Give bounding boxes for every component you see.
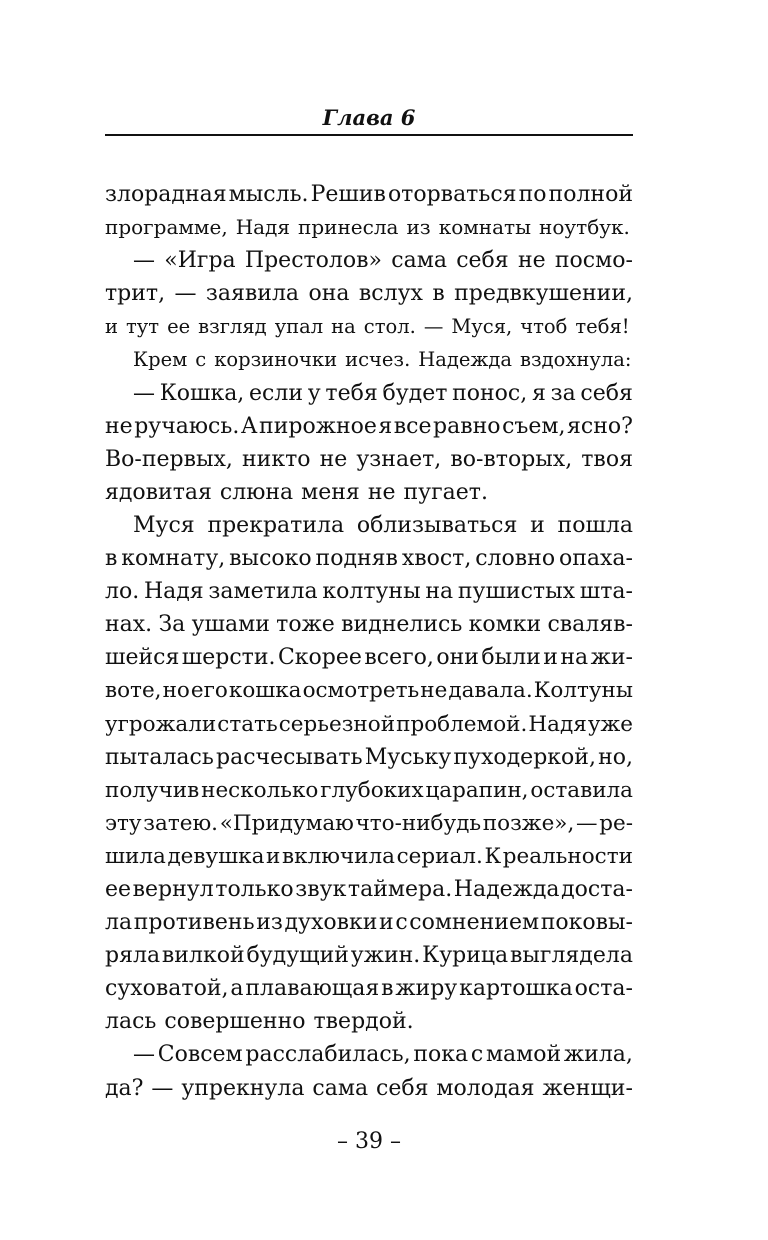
- word: серьезной: [278, 711, 396, 737]
- word: злорадная: [105, 182, 227, 207]
- text-line: [105, 443, 633, 476]
- text-line: [105, 277, 633, 310]
- word: противень: [133, 910, 255, 936]
- word: шта-: [579, 579, 633, 605]
- text-line: [105, 476, 633, 509]
- word: во-вторых,: [450, 446, 573, 472]
- word: ясно?: [567, 413, 633, 439]
- text-line: [105, 410, 633, 443]
- word: ядовитая: [105, 479, 212, 505]
- word: Надежда: [453, 876, 560, 902]
- word: с: [395, 910, 408, 936]
- word: будущий: [246, 943, 349, 969]
- text-line: [105, 674, 633, 707]
- word: но: [162, 678, 190, 704]
- word: полной: [548, 182, 633, 207]
- word: я: [378, 413, 393, 439]
- word: за: [550, 380, 576, 406]
- word: царапин,: [425, 777, 529, 803]
- word: ее: [167, 315, 191, 339]
- word: но,: [598, 744, 633, 770]
- word: стол.: [363, 315, 416, 339]
- word: Престолов»: [244, 248, 382, 274]
- word: комнаты: [438, 215, 532, 240]
- word: ло.: [105, 579, 140, 605]
- word: она: [308, 281, 350, 307]
- word: прекратила: [207, 512, 345, 538]
- word: За: [158, 612, 186, 638]
- word: кошка: [228, 678, 302, 704]
- word: глубоких: [320, 777, 424, 803]
- word: высоко: [229, 546, 312, 572]
- text-line: [105, 1038, 633, 1071]
- word: ужин.: [350, 943, 421, 969]
- text-line: [105, 178, 633, 211]
- word: сваляв-: [547, 612, 633, 638]
- word: слюна: [219, 479, 294, 505]
- word: Надя: [143, 579, 204, 605]
- text-line: [105, 906, 633, 939]
- word: будет: [382, 380, 448, 406]
- word: не: [319, 446, 348, 472]
- word: ноутбук.: [539, 215, 630, 240]
- word: на: [331, 315, 356, 339]
- word: давала.: [448, 678, 533, 704]
- word: они: [436, 645, 479, 671]
- word: никто: [242, 446, 311, 472]
- word: сама: [312, 1075, 369, 1101]
- word: не: [517, 248, 546, 274]
- word: не: [367, 479, 396, 505]
- page-number: – 39 –: [337, 1129, 401, 1154]
- text-line: [105, 310, 633, 343]
- word: чтоб: [520, 315, 568, 339]
- word: пушистых: [457, 579, 575, 605]
- word: в: [105, 546, 118, 572]
- word: жиру: [395, 976, 458, 1002]
- body-text: [105, 178, 633, 1105]
- text-line: [105, 244, 633, 277]
- word: оставила: [530, 777, 633, 803]
- text-line: [105, 1005, 633, 1038]
- word: по: [518, 182, 547, 207]
- word: пирожное: [259, 413, 377, 439]
- word: пока: [413, 1042, 469, 1068]
- word: оторваться: [387, 182, 517, 207]
- text-line: [105, 840, 633, 873]
- word: и: [105, 315, 118, 339]
- word: лась: [105, 1009, 157, 1035]
- text-line: [105, 741, 633, 774]
- word: Надя: [235, 215, 290, 240]
- word: Крем: [133, 348, 188, 372]
- word: подняв: [315, 546, 398, 572]
- word: девушка: [167, 843, 265, 869]
- word: из: [256, 910, 283, 936]
- word: себя: [376, 1075, 429, 1101]
- text-line: [105, 542, 633, 575]
- word: проблемой.: [396, 711, 528, 737]
- text-line: [105, 774, 633, 807]
- word: нах.: [105, 612, 153, 638]
- word: —: [174, 281, 197, 307]
- word: только: [215, 876, 294, 902]
- word: включила: [282, 843, 395, 869]
- word: пугает.: [403, 479, 488, 505]
- word: шила: [105, 843, 166, 869]
- word: на: [425, 579, 454, 605]
- word: хвост,: [401, 546, 472, 572]
- word: съем,: [502, 413, 566, 439]
- word: у: [307, 380, 321, 406]
- word: сомнением: [409, 910, 540, 936]
- text-line: [105, 972, 633, 1005]
- word: жи-: [590, 645, 633, 671]
- word: Скорее: [277, 645, 362, 671]
- word: твердой.: [313, 1009, 414, 1035]
- word: расслабилась,: [245, 1042, 411, 1068]
- word: К: [484, 843, 502, 869]
- word: угрожали: [105, 711, 217, 737]
- word: сериал.: [396, 843, 483, 869]
- word: опаха-: [558, 546, 633, 572]
- word: оста-: [574, 976, 633, 1002]
- text-line: [105, 708, 633, 741]
- word: себя: [456, 248, 509, 274]
- word: пыталась: [105, 744, 214, 770]
- word: Надя: [528, 711, 587, 737]
- word: тебя: [325, 380, 378, 406]
- word: стать: [217, 711, 278, 737]
- word: Колтуны: [533, 678, 633, 704]
- word: осмотреть: [302, 678, 420, 704]
- word: молодая: [436, 1075, 535, 1101]
- word: меня: [301, 479, 360, 505]
- word: программе,: [105, 215, 228, 240]
- word: тоже: [276, 612, 335, 638]
- word: выглядела: [510, 943, 633, 969]
- word: «Придумаю: [219, 810, 354, 836]
- word: комки: [468, 612, 542, 638]
- word: плавающая: [245, 976, 380, 1002]
- word: таймера.: [347, 876, 453, 902]
- text-line: [105, 509, 633, 542]
- word: мамой: [485, 1042, 562, 1068]
- word: не: [420, 678, 448, 704]
- word: себя: [580, 380, 633, 406]
- word: все: [393, 413, 432, 439]
- word: в: [432, 281, 445, 307]
- word: тебя!: [575, 315, 630, 339]
- word: трит,: [105, 281, 166, 307]
- word: с: [195, 348, 207, 372]
- word: мысль.: [228, 182, 309, 207]
- word: с: [470, 1042, 484, 1068]
- word: звук: [295, 876, 347, 902]
- word: равно: [433, 413, 501, 439]
- word: суховатой,: [105, 976, 229, 1002]
- word: заявила: [205, 281, 300, 307]
- word: а: [230, 976, 244, 1002]
- word: я: [531, 380, 546, 406]
- word: колтуны: [322, 579, 421, 605]
- word: принесла: [297, 215, 399, 240]
- word: из: [406, 215, 431, 240]
- word: узнает,: [356, 446, 442, 472]
- text-line: [105, 641, 633, 674]
- word: А: [240, 413, 258, 439]
- word: —: [423, 315, 444, 339]
- word: картошка: [459, 976, 573, 1002]
- text-line: [105, 343, 633, 376]
- text-line: [105, 1072, 633, 1105]
- word: вилкой: [161, 943, 245, 969]
- text-line: [105, 807, 633, 840]
- word: твоя: [581, 446, 633, 472]
- word: Совсем: [157, 1042, 243, 1068]
- word: упрекнула: [181, 1075, 305, 1101]
- word: шейся: [105, 645, 180, 671]
- word: если: [249, 380, 304, 406]
- text-line: [105, 939, 633, 972]
- word: и: [530, 512, 545, 538]
- word: и: [266, 843, 281, 869]
- word: Муську: [364, 744, 452, 770]
- word: —: [133, 380, 155, 406]
- word: эту: [105, 810, 142, 836]
- word: сама: [391, 248, 447, 274]
- word: воте,: [105, 678, 162, 704]
- word: виднелись: [341, 612, 463, 638]
- word: Муся,: [451, 315, 513, 339]
- word: ла: [105, 910, 133, 936]
- word: Во-первых,: [105, 446, 233, 472]
- word: пошла: [557, 512, 633, 538]
- text-line: [105, 608, 633, 641]
- word: Кошка,: [159, 380, 245, 406]
- word: —: [576, 810, 598, 836]
- word: вздохнула:: [520, 348, 632, 372]
- word: были: [481, 645, 541, 671]
- word: духовки: [284, 910, 378, 936]
- word: ручаюсь.: [134, 413, 240, 439]
- word: пуходеркой,: [453, 744, 596, 770]
- word: корзиночки: [214, 348, 338, 372]
- word: Надежда: [418, 348, 513, 372]
- word: «Игра: [164, 248, 236, 274]
- word: жила,: [563, 1042, 633, 1068]
- word: ре-: [599, 810, 633, 836]
- word: затею.: [143, 810, 219, 836]
- word: комнату,: [121, 546, 226, 572]
- word: словно: [475, 546, 556, 572]
- word: да?: [105, 1075, 144, 1101]
- word: исчез.: [345, 348, 411, 372]
- word: упал: [274, 315, 324, 339]
- word: понос,: [452, 380, 528, 406]
- word: совершенно: [164, 1009, 306, 1035]
- word: всего,: [364, 645, 434, 671]
- word: получив: [105, 777, 200, 803]
- word: доста-: [561, 876, 633, 902]
- text-line: [105, 211, 633, 244]
- word: реальности: [502, 843, 633, 869]
- word: вернул: [132, 876, 214, 902]
- word: вслух: [358, 281, 423, 307]
- word: в: [381, 976, 394, 1002]
- word: не: [105, 413, 133, 439]
- word: —: [133, 248, 155, 274]
- word: посмо-: [554, 248, 633, 274]
- word: взгляд: [198, 315, 267, 339]
- word: —: [133, 1042, 155, 1068]
- word: Решив: [310, 182, 386, 207]
- word: поковы-: [540, 910, 633, 936]
- word: ушами: [191, 612, 270, 638]
- word: расчесывать: [216, 744, 363, 770]
- word: Муся: [133, 512, 195, 538]
- word: и: [379, 910, 394, 936]
- word: несколько: [201, 777, 319, 803]
- header-rule: [105, 134, 633, 136]
- word: шерсти.: [181, 645, 276, 671]
- word: облизываться: [356, 512, 518, 538]
- word: уже: [587, 711, 633, 737]
- word: его: [190, 678, 228, 704]
- word: предвкушении,: [454, 281, 633, 307]
- text-line: [105, 873, 633, 906]
- word: заметила: [208, 579, 318, 605]
- word: —: [151, 1075, 174, 1101]
- word: тут: [126, 315, 160, 339]
- text-line: [105, 377, 633, 410]
- word: ее: [105, 876, 132, 902]
- word: женщи-: [542, 1075, 633, 1101]
- text-line: [105, 575, 633, 608]
- word: что-нибудь: [355, 810, 482, 836]
- word: и: [543, 645, 558, 671]
- word: Курица: [422, 943, 509, 969]
- word: ряла: [105, 943, 161, 969]
- running-head: Глава 6: [322, 105, 416, 130]
- word: позже»,: [482, 810, 575, 836]
- word: на: [560, 645, 589, 671]
